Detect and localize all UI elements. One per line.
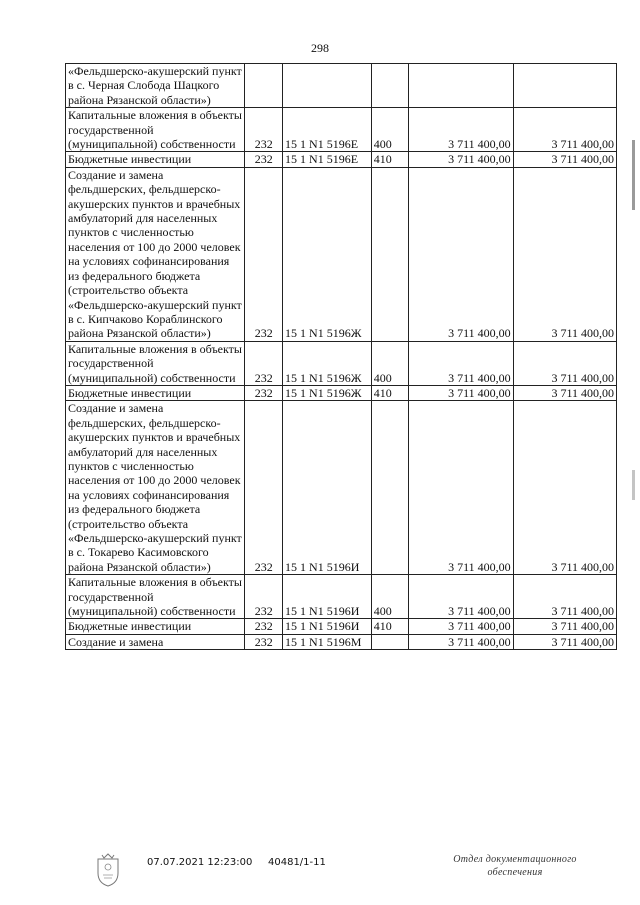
- row-sum-2: 3 711 400,00: [513, 341, 616, 385]
- row-vr: [371, 634, 409, 649]
- scan-edge-mark: [632, 140, 635, 210]
- row-csr: 15 1 N1 5196Е: [283, 152, 372, 167]
- row-code: 232: [245, 341, 283, 385]
- row-code: 232: [245, 152, 283, 167]
- row-sum-1: 3 711 400,00: [409, 575, 513, 619]
- row-sum-1: 3 711 400,00: [409, 619, 513, 634]
- row-code: 232: [245, 634, 283, 649]
- coat-of-arms-icon: [94, 853, 122, 887]
- row-sum-2: [513, 64, 616, 108]
- row-sum-1: 3 711 400,00: [409, 385, 513, 400]
- row-code: [245, 64, 283, 108]
- row-name: Создание и замена фельдшерских, фельдшерско-акушерских пунктов и врачебных амбулаторий для населенных пунктов с численностью населения от 100 до 2000 человек на условиях софинансирования из федерального бюджета (строительство объекта «Фельдшерско-акушерский пункт в с. Токарево Касимовского района Рязанской области»): [66, 401, 245, 575]
- row-name: Создание и замена фельдшерских, фельдшерско-акушерских пунктов и врачебных амбулаторий для населенных пунктов с численностью населения от 100 до 2000 человек на условиях софинансирования из федерального бюджета (строительство объекта «Фельдшерско-акушерский пункт в с. Кипчаково Кораблинского района Рязанской области»): [66, 167, 245, 341]
- registration-number: 40481/1-11: [268, 857, 326, 868]
- row-csr: 15 1 N1 5196Ж: [283, 341, 372, 385]
- row-sum-1: 3 711 400,00: [409, 401, 513, 575]
- department-stamp: Отдел документационного обеспечения: [453, 854, 577, 878]
- row-vr: 400: [371, 575, 409, 619]
- row-code: 232: [245, 167, 283, 341]
- row-sum-1: 3 711 400,00: [409, 152, 513, 167]
- row-sum-1: [409, 64, 513, 108]
- row-csr: 15 1 N1 5196Е: [283, 108, 372, 152]
- row-csr: 15 1 N1 5196М: [283, 634, 372, 649]
- budget-table: [65, 63, 617, 650]
- row-sum-2: 3 711 400,00: [513, 385, 616, 400]
- table-row: [66, 167, 617, 341]
- row-vr: 410: [371, 385, 409, 400]
- row-sum-2: 3 711 400,00: [513, 152, 616, 167]
- row-name: Бюджетные инвестиции: [66, 152, 245, 167]
- row-code: 232: [245, 575, 283, 619]
- row-vr: 400: [371, 108, 409, 152]
- row-sum-2: 3 711 400,00: [513, 167, 616, 341]
- row-csr: 15 1 N1 5196Ж: [283, 385, 372, 400]
- row-name: Капитальные вложения в объекты государственной (муниципальной) собственности: [66, 341, 245, 385]
- row-vr: [371, 64, 409, 108]
- row-csr: 15 1 N1 5196И: [283, 619, 372, 634]
- row-csr: 15 1 N1 5196И: [283, 401, 372, 575]
- row-vr: 410: [371, 619, 409, 634]
- row-sum-2: 3 711 400,00: [513, 401, 616, 575]
- table-row: [66, 401, 617, 575]
- row-name: Бюджетные инвестиции: [66, 619, 245, 634]
- row-vr: [371, 401, 409, 575]
- row-vr: 410: [371, 152, 409, 167]
- row-csr: 15 1 N1 5196Ж: [283, 167, 372, 341]
- row-name: «Фельдшерско-акушерский пункт в с. Черная Слобода Шацкого района Рязанской области»): [66, 64, 245, 108]
- row-code: 232: [245, 401, 283, 575]
- row-sum-2: 3 711 400,00: [513, 634, 616, 649]
- scan-edge-mark: [632, 470, 635, 500]
- table-row: [66, 108, 617, 152]
- registration-datetime: 07.07.2021 12:23:00: [147, 857, 253, 868]
- table-row: [66, 341, 617, 385]
- row-code: 232: [245, 619, 283, 634]
- row-sum-2: 3 711 400,00: [513, 108, 616, 152]
- page-number: 298: [311, 41, 329, 55]
- row-code: 232: [245, 108, 283, 152]
- table-row: [66, 634, 617, 649]
- row-sum-2: 3 711 400,00: [513, 575, 616, 619]
- row-sum-1: 3 711 400,00: [409, 108, 513, 152]
- row-csr: 15 1 N1 5196И: [283, 575, 372, 619]
- row-name: Капитальные вложения в объекты государственной (муниципальной) собственности: [66, 108, 245, 152]
- row-code: 232: [245, 385, 283, 400]
- row-sum-2: 3 711 400,00: [513, 619, 616, 634]
- row-name: Капитальные вложения в объекты государственной (муниципальной) собственности: [66, 575, 245, 619]
- row-vr: [371, 167, 409, 341]
- table-row: [66, 385, 617, 400]
- row-sum-1: 3 711 400,00: [409, 167, 513, 341]
- page-footer: [0, 853, 640, 893]
- table-row: [66, 152, 617, 167]
- table-row: [66, 619, 617, 634]
- row-sum-1: 3 711 400,00: [409, 341, 513, 385]
- row-csr: [283, 64, 372, 108]
- row-sum-1: 3 711 400,00: [409, 634, 513, 649]
- table-row: [66, 64, 617, 108]
- row-vr: 400: [371, 341, 409, 385]
- row-name: Создание и замена: [66, 634, 245, 649]
- row-name: Бюджетные инвестиции: [66, 385, 245, 400]
- table-row: [66, 575, 617, 619]
